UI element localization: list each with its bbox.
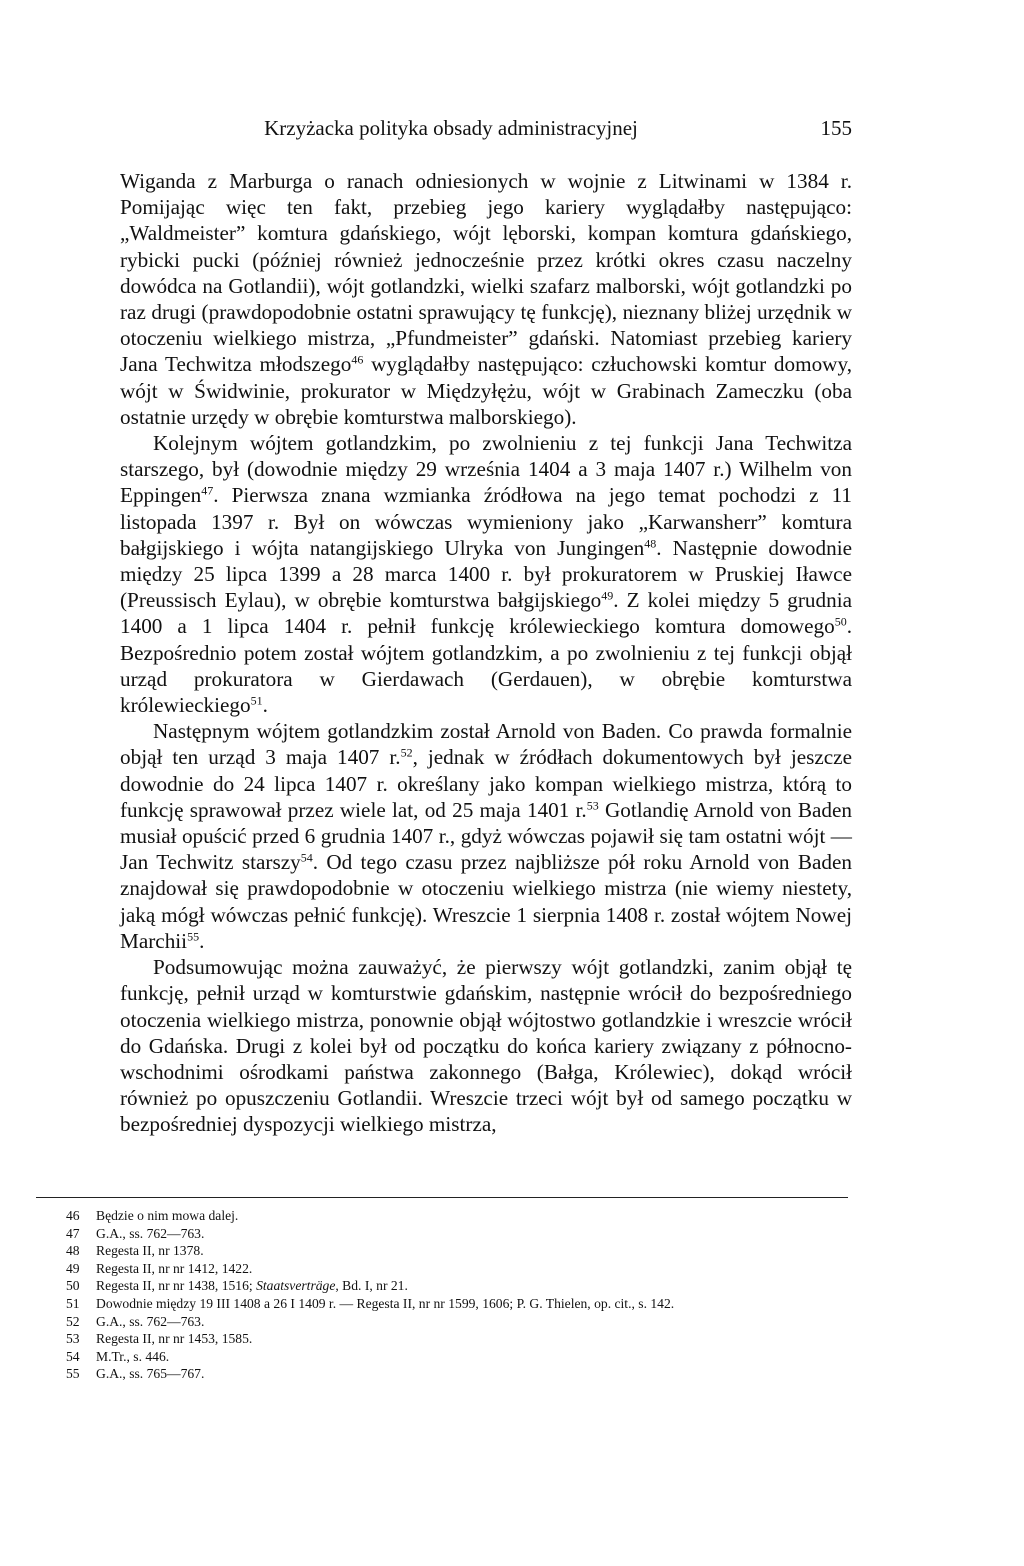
paragraph [120, 430, 852, 718]
footnote-text [96, 1242, 204, 1260]
text-run: . Bezpośrednio potem został wójtem gotlandzkim, a po zwolnieniu z tej funkcji objął urząd prokuratora w Gierdawach (Gerdauen), w obrębie komturstwa królewieckiego [120, 614, 852, 718]
footnote-number: 51 [66, 1295, 80, 1311]
text-run: Dowodnie między 19 III 1408 a 26 I 1409 r. — Regesta II, nr nr 1599, 1606; P. G. Thielen, op. cit., s. 142. [96, 1295, 675, 1311]
footnote [36, 1277, 848, 1295]
footnote [36, 1225, 848, 1243]
body-text [120, 168, 852, 1138]
footnote [36, 1242, 848, 1260]
text-run: Regesta II, nr nr 1438, 1516; [96, 1278, 257, 1294]
footnote-number: 53 [66, 1331, 80, 1347]
text-run: . Następnie dowodnie między 25 lipca 1399 a 28 marca 1400 r. był prokuratorem w Pruskiej Iławce (Preussisch Eylau), w obrębie komturstwa bałgijskiego [120, 535, 852, 613]
footnote-ref: 54 [300, 850, 313, 865]
footnote-ref: 51 [250, 693, 263, 708]
text-run: wyglądałby następująco: człuchowski komtur domowy, wójt w Świdwinie, prokurator w Międzyłężu, wójt w Grabinach Zameczku (oba ostatnie urzędy w obrębie komturstwa malborskiego). [120, 352, 852, 429]
footnote-ref: 46 [351, 352, 364, 367]
footnote-ref: 55 [187, 929, 200, 944]
footnote-text [96, 1207, 238, 1225]
footnotes [36, 1207, 848, 1383]
text-run: Regesta II, nr nr 1412, 1422. [96, 1260, 253, 1276]
footnote-ref: 49 [601, 588, 614, 603]
text-run: G.A., ss. 765—767. [96, 1366, 205, 1382]
footnote-text [96, 1330, 252, 1348]
page-number: 155 [820, 116, 852, 140]
footnote-number: 48 [66, 1243, 80, 1259]
footnote [36, 1365, 848, 1383]
text-run: G.A., ss. 762—763. [96, 1313, 205, 1329]
footnote-ref: 48 [644, 536, 657, 551]
text-run: . Pierwsza znana wzmianka źródłowa na jego temat pochodzi z 11 listopada 1397 r. Był on wówczas wymieniony jako „Karwansherr” komtura bałgijskiego i wójta natangijskiego Ulryka von Jungingen [120, 483, 852, 560]
text-run: . [199, 928, 205, 953]
text-run: . Z kolei między 5 grudnia 1400 a 1 lipca 1404 r. pełnił funkcję królewieckiego komtura domowego [120, 588, 853, 639]
text-run: Kolejnym wójtem gotlandzkim, po zwolnieniu z tej funkcji Jana Techwitza starszego, był (dowodnie między 29 września 1404 a 3 maja 1407 r.) Wilhelm von Eppingen [120, 431, 852, 508]
footnote-text [96, 1365, 204, 1383]
footnote-number: 46 [66, 1208, 80, 1223]
text-run: Podsumowując można zauważyć, że pierwszy wójt gotlandzki, zanim objął tę funkcję, pełnił urząd w komturstwie gdańskim, następnie wrócił do bezpośredniego otoczenia wielkiego mistrza, ponownie objął wójtostwo gotlandzkie i wreszcie wrócił do Gdańska. Drugi z kolei był od początku do końca kariery związany z północno-wschodnimi ośrodkami państwa zakonnego (Bałga, Królewiec), dokąd wrócił również po opuszczeniu Gotlandii. Wreszcie trzeci wójt był od samego początku w bezpośredniej dyspozycji wielkiego mistrza, [120, 955, 852, 1137]
page-header [120, 116, 852, 150]
footnote-number: 55 [66, 1366, 80, 1382]
footnote [36, 1330, 848, 1348]
text-run: M.Tr., s. 446. [96, 1348, 170, 1364]
footnote-text [96, 1313, 204, 1331]
footnote [36, 1260, 848, 1278]
footnote-text [96, 1260, 252, 1278]
footnote-ref: 52 [400, 746, 413, 761]
text-run: Gotlandię Arnold von Baden musiał opuścić przed 6 grudnia 1407 r., gdyż wówczas pojawił się tam ostatni wójt — Jan Techwitz starszy [120, 797, 852, 875]
footnote [36, 1207, 848, 1225]
paragraph [120, 168, 852, 430]
footnote-text [96, 1277, 408, 1295]
text-run: Regesta II, nr 1378. [96, 1243, 204, 1259]
footnote-number: 49 [66, 1260, 80, 1276]
footnote-number: 47 [66, 1225, 80, 1241]
footnote-ref: 50 [834, 615, 847, 630]
text-run: . [262, 693, 268, 718]
footnote [36, 1295, 848, 1313]
footnote-number: 52 [66, 1313, 80, 1329]
footnote-text [96, 1348, 169, 1366]
italic-title: Staatsverträge [256, 1278, 336, 1294]
footnote-number: 54 [66, 1348, 80, 1364]
paragraph [120, 954, 852, 1137]
text-run: Wiganda z Marburga o ranach odniesionych w wojnie z Litwinami w 1384 r. Pomijając więc ten fakt, przebieg jego kariery wyglądałby następująco: „Waldmeister” komtura gdańskiego, wójt lęborski, kompan komtura gdańskiego, rybicki pucki (później również jednocześnie przez krótki okres czasu naczelny dowódca na Gotlandii), wójt gotlandzki, wielki szafarz malborski, wójt gotlandzki po raz drugi (prawdopodobnie ostatni sprawujący tę funkcję), nieznany bliżej urzędnik w otoczeniu wielkiego mistrza, „Pfundmeister” gdański. Natomiast przebieg kariery Jana Techwitza młodszego [120, 169, 852, 377]
text-run: Regesta II, nr nr 1453, 1585. [96, 1331, 253, 1347]
text-run: G.A., ss. 762—763. [96, 1225, 205, 1241]
text-run: , jednak w źródłach dokumentowych był jeszcze dowodnie do 24 lipca 1407 r. określany jako kompan wielkiego mistrza, którą to funkcję sprawował przez wiele lat, od 25 maja 1401 r. [120, 745, 852, 822]
paragraph [120, 718, 852, 954]
footnote-ref: 47 [201, 484, 214, 498]
footnote [36, 1348, 848, 1366]
text-run: Będzie o nim mowa dalej. [96, 1208, 239, 1223]
text-run: , Bd. I, nr 21. [335, 1278, 408, 1294]
footnote-text [96, 1225, 204, 1243]
text-run: Następnym wójtem gotlandzkim został Arnold von Baden. Co prawda formalnie objął ten urząd 3 maja 1407 r. [120, 719, 852, 770]
footnote-number: 50 [66, 1278, 80, 1294]
footnote-text [96, 1295, 674, 1313]
footnote [36, 1313, 848, 1331]
running-title: Krzyżacka polityka obsady administracyjnej [264, 116, 638, 140]
text-run: . Od tego czasu przez najbliższe pół roku Arnold von Baden znajdował się prawdopodobnie w otoczeniu wielkiego mistrza (nie wiemy niestety, jaką mógł wówczas pełnić funkcję). Wreszcie 1 sierpnia 1408 r. został wójtem Nowej Marchii [120, 850, 852, 953]
footnote-divider [36, 1197, 848, 1198]
footnote-ref: 53 [586, 798, 599, 813]
